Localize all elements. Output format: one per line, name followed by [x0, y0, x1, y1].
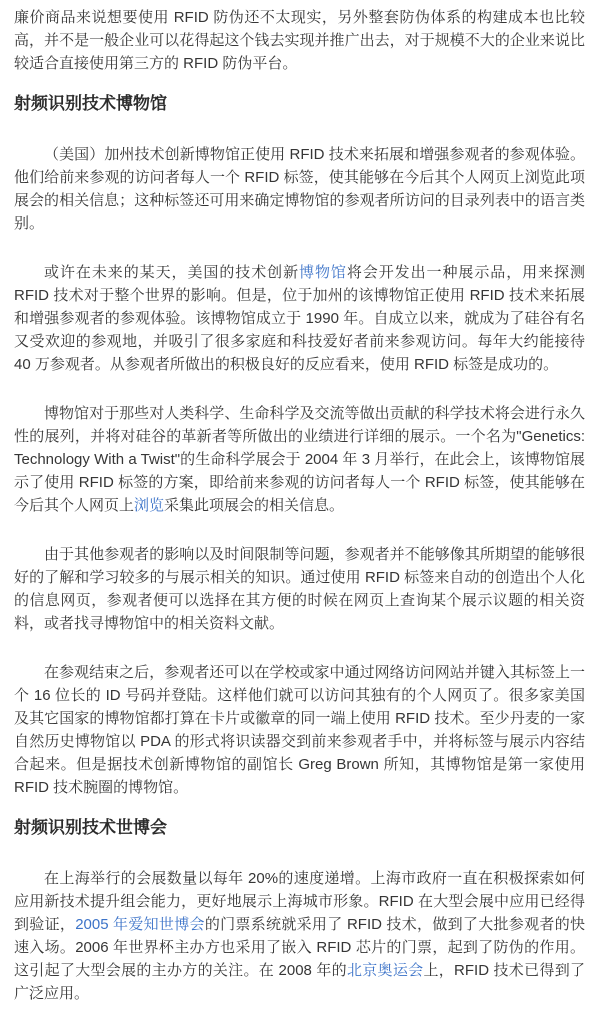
inline-link[interactable]: 浏览 [134, 497, 165, 514]
inline-link[interactable]: 2005 年爱知世博会 [75, 916, 205, 933]
paragraph [14, 261, 585, 376]
inline-link[interactable]: 北京奥运会 [346, 962, 424, 979]
section-heading: 射频识别技术博物馆 [14, 94, 167, 113]
text-run: 廉价商品来说想要使用 RFID 防伪还不太现实，另外整套防伪体系的构建成本也比较高，并不是一般企业可以花得起这个钱去实现并推广出去，对于规模不大的企业来说比较适合直接使用第三方的 RFID 防伪平台。 [14, 9, 585, 72]
paragraph [14, 543, 585, 635]
inline-link[interactable]: 博物馆 [299, 264, 347, 281]
paragraph [14, 867, 585, 1005]
text-run: 在上海举行的会展数量以每年 20%的速度递增。上海市政府一直在积极探索如何应用新技术提升组会能力，更好地展示上海城市形象。RFID 在大型会展中应用已经得到验证， [14, 870, 585, 933]
text-run: 由于其他参观者的影响以及时间限制等问题，参观者并不能够像其所期望的能够很好的了解和学习较多的与展示相关的知识。通过使用 RFID 标签来自动的创造出个人化的信息网页，参观者便可以选择在其方便的时候在网页上查询某个展示议题的相关资料，或者找寻博物馆中的相关资料文献。 [14, 546, 585, 632]
paragraph [14, 6, 585, 75]
text-run: （美国）加州技术创新博物馆正使用 RFID 技术来拓展和增强参观者的参观体验。他们给前来参观的访问者每人一个 RFID 标签，使其能够在今后其个人网页上浏览此项展会的相关信息；这种标签还可用来确定博物馆的参观者所访问的目录列表中的语言类别。 [14, 146, 585, 232]
text-run: 的门票系统就采用了 RFID 技术，做到了大批参观者的快速入场。2006 年世界杯主办方也采用了嵌入 RFID 芯片的门票，起到了防伪的作用。这引起了大型会展的主办方的关注。在 2008 年的 [14, 916, 585, 979]
section-heading: 射频识别技术世博会 [14, 818, 167, 837]
text-run: 在参观结束之后，参观者还可以在学校或家中通过网络访问网站并键入其标签上一个 16 位长的 ID 号码并登陆。这样他们就可以访问其独有的个人网页了。很多家美国及其它国家的博物馆都打算在卡片或徽章的同一端上使用 RFID 技术。至少丹麦的一家自然历史博物馆以 PDA 的形式将识读器交到前来参观者手中，并将标签与展示内容结合起来。但是据技术创新博物馆的副馆长 Greg Brown 所知，其博物馆是第一家使用 RFID 技术腕圈的博物馆。 [14, 664, 585, 796]
text-run: 上，RFID 技术已得到了广泛应用。 [14, 962, 585, 1002]
text-run: 采集此项展会的相关信息。 [164, 497, 345, 514]
text-run: 或许在未来的某天，美国的技术创新 [44, 264, 300, 281]
paragraph [14, 402, 585, 517]
paragraph [14, 661, 585, 799]
text-run: 将会开发出一种展示品，用来探测 RFID 技术对于整个世界的影响。但是，位于加州的该博物馆正使用 RFID 技术来拓展和增强参观者的参观体验。该博物馆成立于 1990 年。自成立以来，就成为了硅谷有名又受欢迎的参观地，并吸引了很多家庭和科技爱好者前来参观访问。每年大约能接待 40 万参观者。从参观者所做出的积极良好的反应看来，使用 RFID 标签是成功的。 [14, 264, 585, 373]
paragraph [14, 143, 585, 235]
text-run: 博物馆对于那些对人类科学、生命科学及交流等做出贡献的科学技术将会进行永久性的展列，并将对硅谷的革新者等所做出的业绩进行详细的展示。一个名为"Genetics: Technology With a Twist"的生命科学展会于 2004 年 3 月举行，在此会上，该博物馆展示了使用 RFID 标签的方案，即给前来参观的访问者每人一个 RFID 标签，使其能够在今后其个人网页上 [14, 405, 585, 514]
